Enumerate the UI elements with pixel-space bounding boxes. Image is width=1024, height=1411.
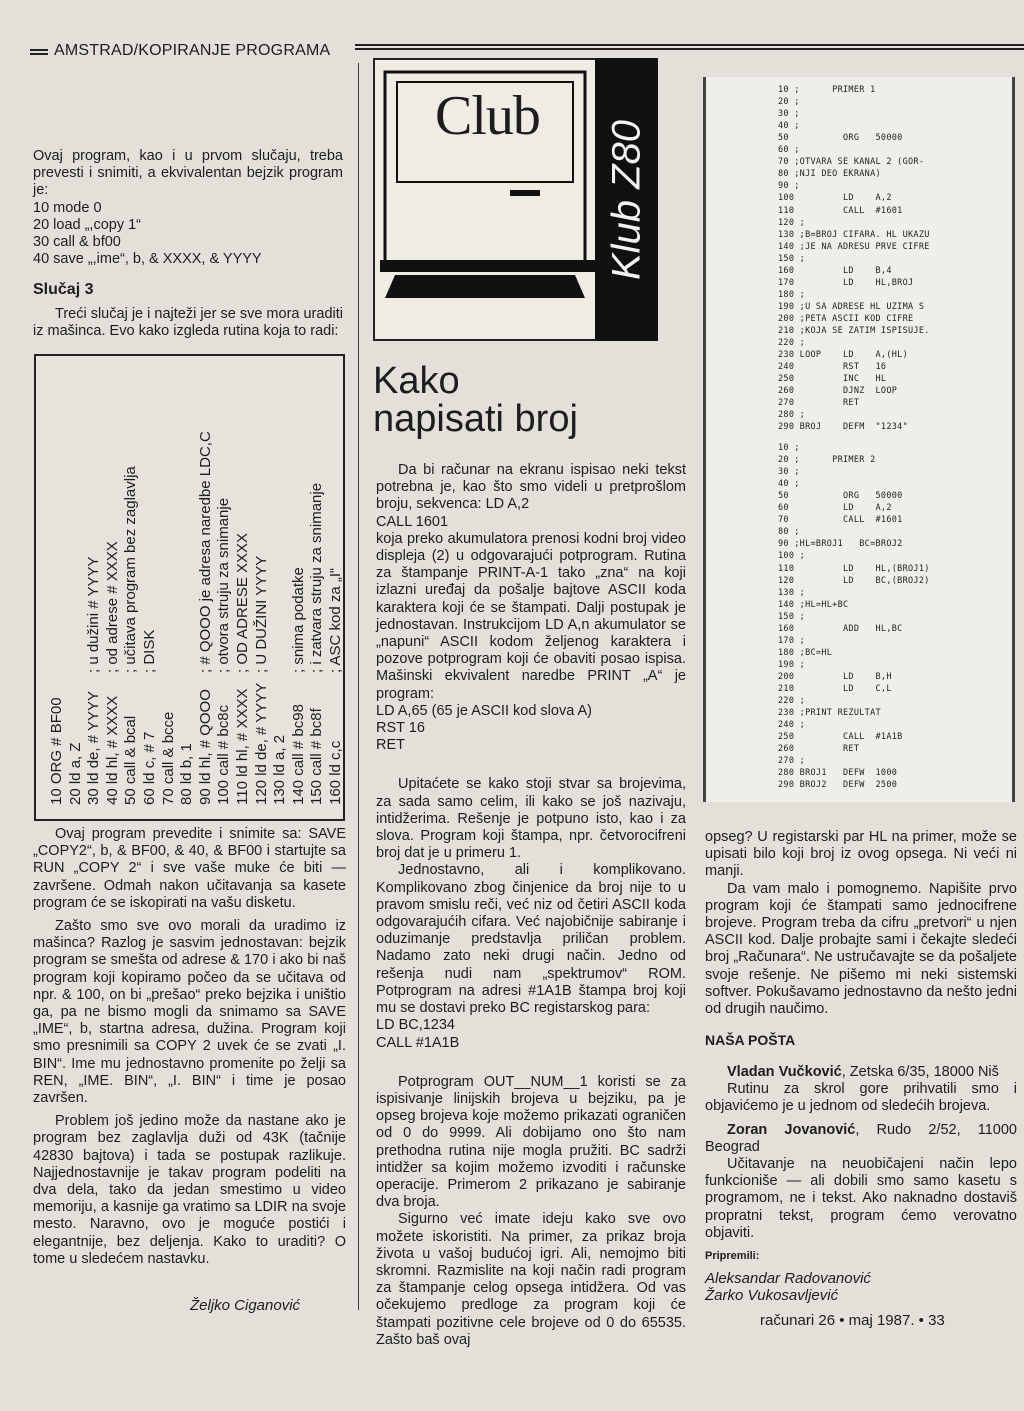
listing-line <box>85 557 105 805</box>
listing-line: 50 ORG 50000 <box>778 133 903 144</box>
assembler-listing <box>703 77 1015 802</box>
left-body <box>33 826 346 1274</box>
listing-line: 290 BROJ2 DEFW 2500 <box>778 780 898 791</box>
listing-code: 140 call # bc98 <box>289 704 307 805</box>
left-intro <box>33 148 343 268</box>
listing-line: 10 ; <box>778 443 800 453</box>
listing-line: 180 ;BC=HL <box>778 647 833 658</box>
mail-address: , Zetska 6/35, 18000 Niš <box>841 1064 999 1080</box>
article-title-line2: napisati broj <box>373 398 578 440</box>
mail-entry-2 <box>705 1122 1017 1156</box>
listing-line: 270 RET <box>778 398 860 409</box>
listing-line: 200 LD B,H <box>778 671 892 682</box>
paragraph: Sigurno već imate ideju kako sve ovo možete iskoristiti. Na primer, za prikaz broja života u vašoj budućoj igri. Ali, nemojmo biti skromni. Razmislite na koji način radi program za štampanje celog opsega intidžera. Od vas očekujemo predloge za program koji će štampati pozitivne cele brojeve od 0 do 65535. Zašto baš ovaj <box>376 1211 686 1348</box>
listing-line: 220 ; <box>778 338 806 349</box>
listing-line <box>104 541 124 805</box>
listing-line: 140 ;HL=HL+BC <box>778 599 849 610</box>
header-rule-left <box>30 49 48 51</box>
paragraph: Problem još jedino može da nastane ako je program bez zaglavlja duži od 43K (tačnije 42830 bajtova) i tada se postupak razlikuje. Najjednostavnije je takav program podeliti na dva dela, tako da jedan smestimo u video memoriju, a kasnije ga vratimo sa LDIR na svoje mesto. Naravno, ovo je moguće postići i elegantnije, bez deljenja. Kako to uraditi? O tome u sledećem nastavku. <box>33 1113 346 1267</box>
club-vertical-label <box>595 58 658 341</box>
listing-comment: ; od adrese # XXXX <box>103 541 121 673</box>
listing-line: 290 BROJ DEFM "1234" <box>778 422 909 433</box>
header-title: AMSTRAD/KOPIRANJE PROGRAMA <box>54 42 331 59</box>
listing-code: 130 ld a, 2 <box>271 734 289 805</box>
listing-line: 200 ;PETA ASCII KOD CIFRE <box>778 313 914 324</box>
paragraph: Da vam malo i pomognemo. Napišite prvo program koji će štampati samo jednocifrene brojeve. Program treba da cifru „pretvori“ u njen ASCII kod. Dalje probajte sami i čekajte sledeći broj „Računara“. Ne ustručavajte se da pošaljete svoje rešenje. Ne pišemo mi neki sistemski softver. Pokušavamo jednostavno da nešto jedni od drugih naučimo. <box>705 880 1017 1018</box>
basic-line: 30 call & bf00 <box>33 234 121 251</box>
listing-line: 160 LD B,4 <box>778 265 892 276</box>
listing-comment: ; u dužini # YYYY <box>85 556 103 673</box>
article-title-line1: Kako <box>373 360 460 402</box>
prepared-label: Pripremili: <box>705 1250 760 1262</box>
listing-line: 150 ; <box>778 253 806 264</box>
listing-line: 90 ; <box>778 181 800 192</box>
mail-address: , Rudo 2/52, 11000 Beograd <box>705 1121 1017 1155</box>
listing-line: 70 CALL #1601 <box>778 515 903 526</box>
mail-name: Zoran Jovanović <box>727 1121 856 1138</box>
listing-line: 20 ; <box>778 97 800 108</box>
listing-code: 40 ld hl, # XXXX <box>103 695 121 805</box>
code-line: LD A,65 (65 je ASCII kod slova A) <box>376 702 593 719</box>
mail-text: Rutinu za skrol gore prihvatili smo i objavićemo je u jednom od sledećih brojeva. <box>705 1081 1017 1115</box>
listing-line: 190 ; <box>778 659 806 670</box>
listing-line: 140 ;JE NA ADRESU PRVE CIFRE <box>778 241 930 252</box>
listing-line: 210 LD C,L <box>778 684 892 694</box>
listing-line: 90 ;HL=BROJ1 BC=BROJ2 <box>778 539 903 550</box>
listing-line: 120 ; <box>778 217 806 228</box>
listing-line: 70 ;OTVARA SE KANAL 2 (GOR- <box>778 157 925 168</box>
code-line: RET <box>376 737 405 754</box>
listing-line: 190 ;U SA ADRESE HL UZIMA S <box>778 301 925 312</box>
club-vertical-text: Klub Z80 <box>604 119 648 280</box>
case3-paragraph: Treći slučaj je i najteži jer se sve mora uraditi iz mašinca. Evo kako izgleda rutina koja to radi: <box>33 306 343 340</box>
listing-line: 20 ; PRIMER 2 <box>778 455 876 466</box>
listing-line <box>48 673 68 805</box>
listing-code: 10 ORG # BF00 <box>48 697 65 805</box>
paragraph: Upitaćete se kako stoji stvar sa brojevima, za sada samo celim, ili kako se još nazivaju, intidžerima. Rešenje je potpuno isto, kao i za slova. Program koji štampa, npr. četvorocifreni broj dat je u primeru 1. <box>376 776 686 862</box>
listing-comment: ; i zatvara struju za snimanje <box>308 482 326 673</box>
listing-line: 150 ; <box>778 611 806 622</box>
right-body <box>705 829 1017 1024</box>
mail-text: Učitavanje na neuobičajeni način lepo funkcioniše — ali dobili smo samo kasetu s programom, ne i tekst. Ako naknadno dostaviš propratni tekst, program ćemo verovatno objaviti. <box>705 1156 1017 1241</box>
header-rule-right <box>355 44 1024 54</box>
author-name: Žarko Vukosavljević <box>705 1287 839 1304</box>
paragraph: Potprogram OUT__NUM__1 koristi se za ispisivanje linijskih brojeva u bejziku, pa je opseg brojeva koje možemo prikazati ograničen od 0 do 9999. Ali dobijamo ono što nam prethodna rutina nije mogla pružiti. BC sadrži intidžer sa kojim možemo izvoditi i računske operacije. Primerom 2 prikazano je sabiranje dva broja. <box>376 1073 686 1211</box>
listing-line: 130 ;B=BROJ CIFARA. HL UKAZU <box>778 229 930 240</box>
mail-section <box>705 1064 1017 1248</box>
club-logo <box>403 70 553 160</box>
listing-code: 90 ld hl, # QOOO <box>196 689 214 805</box>
listing-line: 230 ;PRINT REZULTAT <box>778 708 881 719</box>
listing-line <box>215 498 235 805</box>
listing-line: 30 ; <box>778 109 800 120</box>
listing-line: 280 ; <box>778 410 806 421</box>
listing-line: 60 LD A,2 <box>778 503 892 514</box>
listing-line <box>160 673 180 805</box>
listing-line: 120 LD BC,(BROJ2) <box>778 575 930 586</box>
listing-line: 110 LD HL,(BROJ1) <box>778 563 930 574</box>
basic-line: 40 save „,ime“, b, & XXXX, & YYYY <box>33 251 262 268</box>
listing-line: 100 ; <box>778 551 806 562</box>
listing-line <box>253 556 273 805</box>
listing-line <box>197 431 217 805</box>
code-line: CALL #1A1B <box>376 1034 460 1051</box>
listing-line <box>67 673 87 805</box>
listing-line: 30 ; <box>778 467 800 478</box>
listing-line <box>141 630 161 805</box>
listing-line <box>308 483 328 805</box>
intro-paragraph: Ovaj program, kao i u prvom slučaju, treba prevesti i snimiti, a ekvivalentan bejzik program je: <box>33 148 343 199</box>
listing-line: 50 ORG 50000 <box>778 491 903 502</box>
listing-line: 110 CALL #1601 <box>778 205 903 216</box>
club-logo-text: Club <box>435 85 540 147</box>
listing-line: 240 RST 16 <box>778 362 887 373</box>
listing-line <box>178 673 198 805</box>
listing-comment: ; ASC kod za „I“ <box>327 567 344 673</box>
center-body <box>376 462 686 1349</box>
listing-line: 10 ; PRIMER 1 <box>778 85 876 95</box>
listing-comment: ; otvora struju za snimanje <box>215 497 233 673</box>
listing-line: 240 ; <box>778 720 806 731</box>
listing-code: 110 ld hl, # XXXX <box>234 688 251 805</box>
listing-comment: ; U DUŽINI YYYY <box>252 555 270 673</box>
listing-comment: ; DISK <box>141 629 158 673</box>
mail-heading: NAŠA POŠTA <box>705 1032 796 1048</box>
listing-line <box>327 568 347 805</box>
listing-line: 40 ; <box>778 479 800 490</box>
author-signature: Željko Ciganović <box>190 1297 301 1314</box>
paragraph: koja preko akumulatora prenosi kodni broj video displeja (2) u odgovarajući potprogram. Rutina za štampanje PRINT-A-1 tako „zna“ na koji izlazni uređaj da pošalje bajtove ASCII koda karaktera koji će se štampati. Dalji postupak je jednostavan. Instrukcijom LD A,n akumulator se „napuni“ ASCII kodom željenog karaktera i pozove potprogram koji će obaviti posao ispisa. Mašinski ekvivalent naredbe PRINT „A“ je program: <box>376 530 686 702</box>
basic-line: 20 load „,copy 1“ <box>33 216 142 233</box>
listing-line: 170 LD HL,BROJ <box>778 277 914 288</box>
paragraph: Jednostavno, ali i komplikovano. Komplikovano zbog činjenice da broj nije to u pravom smislu reči, već niz od četiri ASCII koda odgovarajućih cifara. Već najobičnije sabiranje i oduzimanje predstavlja priličan problem. Nadamo zato neki drugi način. Jedno od rešenja nudi nam „spektrumov“ ROM. Potprogram na adresi #1A1B štampa broj koji mu se dostavi preko BC registarskog para: <box>376 862 686 1017</box>
case3-heading: Slučaj 3 <box>33 281 94 298</box>
listing-code: 160 ld c,c <box>327 740 344 805</box>
mail-name: Vladan Vučković <box>727 1064 842 1080</box>
listing-line: 80 ; <box>778 527 800 538</box>
listing-line <box>122 466 142 805</box>
listing-line: 40 ; <box>778 121 800 132</box>
column-divider <box>358 63 359 1310</box>
paragraph: opseg? U registarski par HL na primer, može se upisati bilo koji broj iz ovog opsega. Ni veći ni manji. <box>705 829 1017 880</box>
rotated-listing-box <box>34 354 345 821</box>
code-line: RST 16 <box>376 720 425 737</box>
case3-text <box>33 306 343 346</box>
listing-line: 250 CALL #1A1B <box>778 732 903 743</box>
paragraph: Ovaj program prevedite i snimite sa: SAVE „COPY2“, b, & BF00, & 40, & BF00 i startujte sa RUN „COPY 2“ i sve vaše muke će biti — završene. Odmah nakon učitavanja sa kasete program će se iskopirati na vašu disketu. <box>33 826 346 911</box>
listing-line: 230 LOOP LD A,(HL) <box>778 350 909 361</box>
listing-code: 50 call & bcal <box>122 715 140 805</box>
listing-line <box>290 567 310 805</box>
paragraph: Da bi računar na ekranu ispisao neki tekst potrebna je, kao što smo videli u pretprošlom broju, sekvenca: LD A,2 <box>376 462 686 513</box>
listing-line: 210 ;KOJA SE ZATIM ISPISUJE. <box>778 326 930 336</box>
listing-code: 100 call # bc8c <box>215 704 233 805</box>
listing-comment: ; OD ADRESE XXXX <box>234 532 251 673</box>
page-footer: računari 26 • maj 1987. • 33 <box>760 1312 945 1329</box>
listing-line: 220 ; <box>778 696 806 707</box>
listing-line: 100 LD A,2 <box>778 193 892 204</box>
mail-entry-1 <box>705 1064 1017 1081</box>
listing-line: 260 RET <box>778 744 860 755</box>
header-rule-left-2 <box>30 53 48 55</box>
section-header <box>30 40 360 62</box>
listing-code: 20 ld a, Z <box>66 742 84 805</box>
rotated-listing <box>40 354 347 817</box>
listing-code: 120 ld de, # YYYY <box>252 682 270 805</box>
code-line: CALL 1601 <box>376 513 449 530</box>
listing-line: 170 ; <box>778 635 806 646</box>
listing-comment: ; snima podatke <box>289 567 307 673</box>
basic-line: 10 mode 0 <box>33 199 102 216</box>
prepared-names <box>705 1270 871 1304</box>
code-line: LD BC,1234 <box>376 1017 455 1034</box>
listing-line: 160 ADD HL,BC <box>778 623 903 634</box>
listing-code: 30 ld de, # YYYY <box>85 691 103 805</box>
listing-line <box>234 533 254 805</box>
listing-line <box>271 673 291 805</box>
listing-comment: ; učitava program bez zaglavlja <box>122 466 140 673</box>
listing-line: 280 BROJ1 DEFW 1000 <box>778 768 898 779</box>
paragraph: Zašto smo sve ovo morali da uradimo iz mašinca? Razlog je sasvim jednostavan: bejzik program se smešta od adrese & 170 i ako bi naš program koji kopiramo počeo da se učitava od npr. & 100, on bi „prešao“ preko bejzika i uništio ga, pa ne bismo mogli da snimamo sa SAVE „IME“, b, startna adresa, dužina. Program koji smo presnimili sa COPY 2 uvek će se zvati „I. BIN“. Ime mu jednostavno promenite po želji sa REN, „IME. BIN“, „I. BIN“ i time je posao završen. <box>33 918 346 1107</box>
listing-line: 60 ; <box>778 145 800 156</box>
listing-line: 130 ; <box>778 587 806 598</box>
listing-code: 150 call # bc8f <box>308 708 326 805</box>
listing-line: 270 ; <box>778 756 806 767</box>
listing-code: 60 ld c, # 7 <box>141 731 158 805</box>
listing-line: 180 ; <box>778 289 806 300</box>
listing-line: 260 DJNZ LOOP <box>778 386 898 397</box>
listing-code: 80 ld b, 1 <box>178 743 196 805</box>
listing-comment: ; # QOOO je adresa naredbe LDC,C <box>196 431 214 673</box>
listing-line: 80 ;NJI DEO EKRANA) <box>778 169 881 180</box>
listing-code: 70 call & bcce <box>159 711 177 805</box>
author-name: Aleksandar Radovanović <box>705 1270 871 1287</box>
listing-line: 250 INC HL <box>778 374 887 385</box>
